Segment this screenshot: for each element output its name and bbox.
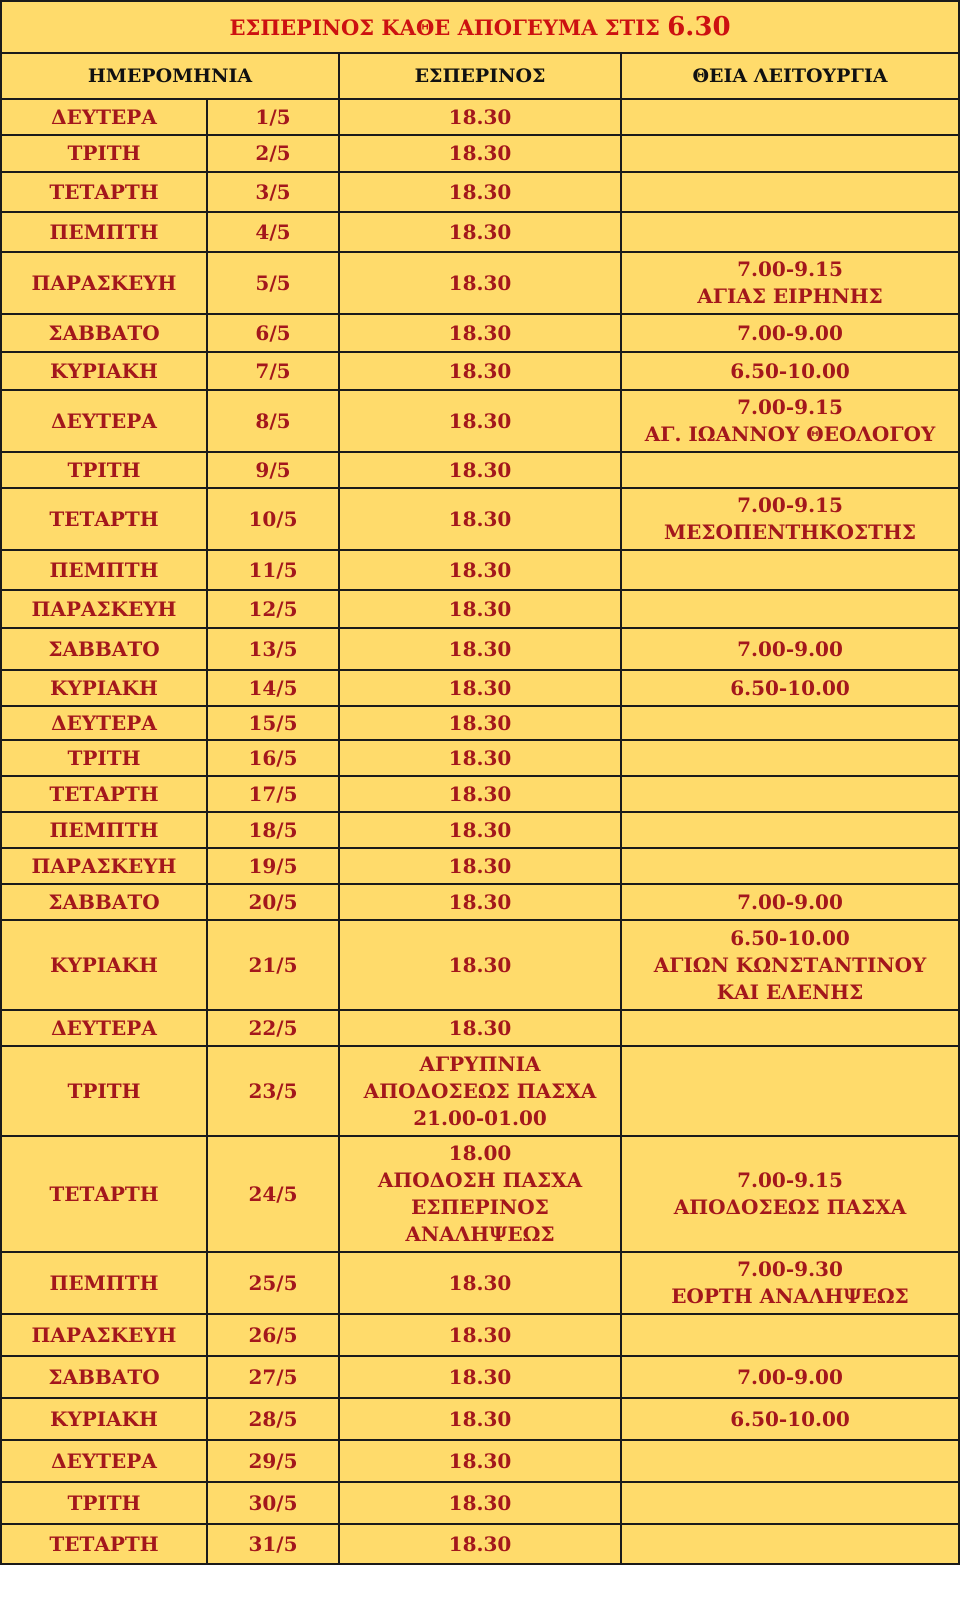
vespers-cell <box>339 1398 621 1440</box>
vespers-line: 18.30 <box>448 557 512 582</box>
vespers-cell <box>339 628 621 670</box>
header-row <box>1 53 959 99</box>
liturgy-line: ΑΠΟΔΟΣΕΩΣ ΠΑΣΧΑ <box>673 1195 907 1219</box>
liturgy-cell <box>621 812 959 848</box>
date-cell: 31/5 <box>207 1524 339 1564</box>
table-row <box>1 670 959 706</box>
date-cell: 24/5 <box>207 1136 339 1252</box>
vespers-cell <box>339 884 621 920</box>
vespers-line: 18.30 <box>448 1364 512 1389</box>
table-row <box>1 252 959 314</box>
day-cell: ΣΑΒΒΑΤΟ <box>1 884 207 920</box>
table-row <box>1 848 959 884</box>
table-row <box>1 920 959 1010</box>
vespers-line: 18.30 <box>448 710 512 735</box>
day-cell: ΔΕΥΤΕΡΑ <box>1 390 207 452</box>
liturgy-line: 6.50-10.00 <box>730 1406 850 1431</box>
liturgy-cell <box>621 670 959 706</box>
liturgy-line: ΑΓ. ΙΩΑΝΝΟΥ ΘΕΟΛΟΓΟΥ <box>644 422 936 446</box>
day-cell: ΠΑΡΑΣΚΕΥΗ <box>1 252 207 314</box>
table-title <box>1 1 959 53</box>
vespers-line: 18.30 <box>448 745 512 770</box>
day-cell: ΚΥΡΙΑΚΗ <box>1 352 207 390</box>
vespers-line: 18.30 <box>448 320 512 345</box>
day-cell: ΠΑΡΑΣΚΕΥΗ <box>1 590 207 628</box>
vespers-cell <box>339 740 621 776</box>
date-cell: 29/5 <box>207 1440 339 1482</box>
date-cell: 25/5 <box>207 1252 339 1314</box>
liturgy-line: ΑΓΙΑΣ ΕΙΡΗΝΗΣ <box>697 284 883 308</box>
date-cell: 10/5 <box>207 488 339 550</box>
vespers-line: 18.30 <box>448 1015 512 1040</box>
liturgy-cell <box>621 740 959 776</box>
table-row <box>1 99 959 135</box>
vespers-line: 18.30 <box>448 179 512 204</box>
day-cell: ΤΕΤΑΡΤΗ <box>1 776 207 812</box>
day-cell: ΔΕΥΤΕΡΑ <box>1 1440 207 1482</box>
vespers-cell <box>339 1252 621 1314</box>
liturgy-cell <box>621 550 959 590</box>
vespers-line: ΑΠΟΔΟΣΗ ΠΑΣΧΑ <box>377 1168 583 1192</box>
date-cell: 23/5 <box>207 1046 339 1136</box>
table-row <box>1 1046 959 1136</box>
liturgy-line: 7.00-9.15 <box>737 257 843 281</box>
vespers-line: 18.30 <box>448 1406 512 1431</box>
vespers-cell <box>339 776 621 812</box>
liturgy-cell <box>621 920 959 1010</box>
liturgy-cell <box>621 1356 959 1398</box>
liturgy-cell <box>621 252 959 314</box>
vespers-line: 18.30 <box>448 853 512 878</box>
liturgy-line: 7.00-9.00 <box>737 889 843 914</box>
liturgy-cell <box>621 884 959 920</box>
date-cell: 6/5 <box>207 314 339 352</box>
liturgy-cell <box>621 590 959 628</box>
liturgy-cell <box>621 172 959 212</box>
table-row <box>1 212 959 252</box>
liturgy-cell <box>621 314 959 352</box>
day-cell: ΤΕΤΑΡΤΗ <box>1 488 207 550</box>
vespers-line: 18.30 <box>448 457 512 482</box>
vespers-line: 18.30 <box>448 889 512 914</box>
title-time: 6.30 <box>667 11 731 42</box>
day-cell: ΔΕΥΤΕΡΑ <box>1 1010 207 1046</box>
date-cell: 22/5 <box>207 1010 339 1046</box>
liturgy-cell <box>621 848 959 884</box>
day-cell: ΠΑΡΑΣΚΕΥΗ <box>1 848 207 884</box>
table-row <box>1 1010 959 1046</box>
vespers-line: 18.30 <box>448 675 512 700</box>
table-row <box>1 590 959 628</box>
vespers-line: 18.30 <box>448 636 512 661</box>
vespers-cell <box>339 1314 621 1356</box>
day-cell: ΠΑΡΑΣΚΕΥΗ <box>1 1314 207 1356</box>
table-row <box>1 776 959 812</box>
date-cell: 27/5 <box>207 1356 339 1398</box>
table-row <box>1 1440 959 1482</box>
vespers-line: 18.30 <box>448 596 512 621</box>
date-cell: 18/5 <box>207 812 339 848</box>
vespers-cell <box>339 1136 621 1252</box>
liturgy-cell <box>621 352 959 390</box>
schedule-body <box>1 99 959 1564</box>
vespers-cell <box>339 135 621 172</box>
vespers-cell <box>339 812 621 848</box>
liturgy-cell <box>621 1010 959 1046</box>
day-cell: ΔΕΥΤΕΡΑ <box>1 706 207 740</box>
vespers-cell <box>339 706 621 740</box>
liturgy-cell <box>621 706 959 740</box>
date-cell: 14/5 <box>207 670 339 706</box>
day-cell: ΤΡΙΤΗ <box>1 452 207 488</box>
vespers-line: 18.30 <box>448 1270 512 1295</box>
date-cell: 30/5 <box>207 1482 339 1524</box>
vespers-cell <box>339 252 621 314</box>
header-date: ΗΜΕΡΟΜΗΝΙΑ <box>1 53 339 99</box>
table-row <box>1 1314 959 1356</box>
vespers-cell <box>339 1524 621 1564</box>
date-cell: 28/5 <box>207 1398 339 1440</box>
table-row <box>1 172 959 212</box>
table-row <box>1 740 959 776</box>
vespers-cell <box>339 590 621 628</box>
vespers-cell <box>339 390 621 452</box>
liturgy-line: 7.00-9.00 <box>737 636 843 661</box>
date-cell: 12/5 <box>207 590 339 628</box>
table-row <box>1 135 959 172</box>
liturgy-cell <box>621 1046 959 1136</box>
vespers-cell <box>339 314 621 352</box>
table-row <box>1 314 959 352</box>
liturgy-cell <box>621 1524 959 1564</box>
liturgy-cell <box>621 135 959 172</box>
day-cell: ΚΥΡΙΑΚΗ <box>1 670 207 706</box>
day-cell: ΤΕΤΑΡΤΗ <box>1 172 207 212</box>
table-row <box>1 1398 959 1440</box>
liturgy-line: 7.00-9.15 <box>737 395 843 419</box>
vespers-line: 18.30 <box>448 952 512 977</box>
vespers-line: 18.30 <box>448 781 512 806</box>
vespers-line: 18.30 <box>448 219 512 244</box>
date-cell: 11/5 <box>207 550 339 590</box>
date-cell: 9/5 <box>207 452 339 488</box>
liturgy-cell <box>621 1398 959 1440</box>
date-cell: 2/5 <box>207 135 339 172</box>
date-cell: 5/5 <box>207 252 339 314</box>
vespers-cell <box>339 488 621 550</box>
day-cell: ΠΕΜΠΤΗ <box>1 550 207 590</box>
vespers-cell <box>339 1010 621 1046</box>
liturgy-cell <box>621 628 959 670</box>
liturgy-line: 7.00-9.00 <box>737 1364 843 1389</box>
liturgy-cell <box>621 390 959 452</box>
date-cell: 8/5 <box>207 390 339 452</box>
date-cell: 1/5 <box>207 99 339 135</box>
date-cell: 7/5 <box>207 352 339 390</box>
vespers-line: 18.00 <box>448 1141 512 1165</box>
date-cell: 17/5 <box>207 776 339 812</box>
liturgy-line: 6.50-10.00 <box>730 675 850 700</box>
vespers-line: ΕΣΠΕΡΙΝΟΣ <box>411 1195 549 1219</box>
day-cell: ΤΡΙΤΗ <box>1 1046 207 1136</box>
liturgy-line: ΕΟΡΤΗ ΑΝΑΛΗΨΕΩΣ <box>671 1284 909 1308</box>
date-cell: 20/5 <box>207 884 339 920</box>
liturgy-cell <box>621 1440 959 1482</box>
liturgy-cell <box>621 488 959 550</box>
vespers-cell <box>339 352 621 390</box>
vespers-line: ΑΝΑΛΗΨΕΩΣ <box>405 1222 555 1246</box>
title-row <box>1 1 959 53</box>
day-cell: ΣΑΒΒΑΤΟ <box>1 1356 207 1398</box>
date-cell: 19/5 <box>207 848 339 884</box>
day-cell: ΤΡΙΤΗ <box>1 740 207 776</box>
liturgy-line: 6.50-10.00 <box>730 358 850 383</box>
vespers-cell <box>339 172 621 212</box>
vespers-cell <box>339 670 621 706</box>
vespers-cell <box>339 1440 621 1482</box>
day-cell: ΤΕΤΑΡΤΗ <box>1 1524 207 1564</box>
liturgy-line: 6.50-10.00 <box>730 925 850 950</box>
vespers-line: 18.30 <box>448 1531 512 1556</box>
vespers-cell <box>339 1046 621 1136</box>
header-vespers: ΕΣΠΕΡΙΝΟΣ <box>339 53 621 99</box>
vespers-line: ΑΠΟΔΟΣΕΩΣ ΠΑΣΧΑ <box>363 1078 597 1103</box>
table-row <box>1 628 959 670</box>
liturgy-line: 7.00-9.15 <box>737 1168 843 1192</box>
day-cell: ΣΑΒΒΑΤΟ <box>1 314 207 352</box>
vespers-cell <box>339 99 621 135</box>
liturgy-cell <box>621 1252 959 1314</box>
liturgy-line: ΜΕΣΟΠΕΝΤΗΚΟΣΤΗΣ <box>664 520 917 544</box>
liturgy-cell <box>621 452 959 488</box>
liturgy-cell <box>621 1482 959 1524</box>
vespers-line: ΑΓΡΥΠΝΙΑ <box>419 1051 541 1076</box>
liturgy-line: ΚΑΙ ΕΛΕΝΗΣ <box>716 979 864 1004</box>
title-text: ΕΣΠΕΡΙΝΟΣ ΚΑΘΕ ΑΠΟΓΕΥΜΑ ΣΤΙΣ <box>229 14 660 40</box>
vespers-line: 18.30 <box>448 506 512 531</box>
table-row <box>1 706 959 740</box>
vespers-line: 18.30 <box>448 1490 512 1515</box>
liturgy-cell <box>621 212 959 252</box>
table-row <box>1 1136 959 1252</box>
date-cell: 4/5 <box>207 212 339 252</box>
vespers-line: 18.30 <box>448 270 512 295</box>
table-row <box>1 884 959 920</box>
header-liturgy: ΘΕΙΑ ΛΕΙΤΟΥΡΓΙΑ <box>621 53 959 99</box>
vespers-cell <box>339 212 621 252</box>
table-row <box>1 1356 959 1398</box>
table-row <box>1 812 959 848</box>
day-cell: ΠΕΜΠΤΗ <box>1 1252 207 1314</box>
day-cell: ΣΑΒΒΑΤΟ <box>1 628 207 670</box>
day-cell: ΠΕΜΠΤΗ <box>1 812 207 848</box>
vespers-cell <box>339 1356 621 1398</box>
liturgy-cell <box>621 776 959 812</box>
date-cell: 13/5 <box>207 628 339 670</box>
vespers-cell <box>339 1482 621 1524</box>
liturgy-line: 7.00-9.30 <box>737 1257 843 1281</box>
table-row <box>1 352 959 390</box>
table-row <box>1 550 959 590</box>
day-cell: ΤΡΙΤΗ <box>1 1482 207 1524</box>
vespers-cell <box>339 452 621 488</box>
table-row <box>1 452 959 488</box>
table-row <box>1 390 959 452</box>
vespers-line: 18.30 <box>448 141 512 165</box>
table-row <box>1 1524 959 1564</box>
day-cell: ΤΡΙΤΗ <box>1 135 207 172</box>
date-cell: 21/5 <box>207 920 339 1010</box>
day-cell: ΤΕΤΑΡΤΗ <box>1 1136 207 1252</box>
liturgy-line: 7.00-9.15 <box>737 493 843 517</box>
vespers-cell <box>339 550 621 590</box>
day-cell: ΚΥΡΙΑΚΗ <box>1 920 207 1010</box>
day-cell: ΚΥΡΙΑΚΗ <box>1 1398 207 1440</box>
vespers-line: 18.30 <box>448 1448 512 1473</box>
vespers-line: 21.00-01.00 <box>413 1105 547 1130</box>
vespers-cell <box>339 920 621 1010</box>
liturgy-line: ΑΓΙΩΝ ΚΩΝΣΤΑΝΤΙΝΟΥ <box>653 952 927 977</box>
date-cell: 16/5 <box>207 740 339 776</box>
vespers-line: 18.30 <box>448 1322 512 1347</box>
liturgy-cell <box>621 99 959 135</box>
day-cell: ΠΕΜΠΤΗ <box>1 212 207 252</box>
vespers-line: 18.30 <box>448 358 512 383</box>
vespers-line: 18.30 <box>448 104 512 129</box>
table-row <box>1 1252 959 1314</box>
table-row <box>1 1482 959 1524</box>
date-cell: 3/5 <box>207 172 339 212</box>
liturgy-cell <box>621 1314 959 1356</box>
liturgy-cell <box>621 1136 959 1252</box>
table-row <box>1 488 959 550</box>
date-cell: 15/5 <box>207 706 339 740</box>
vespers-cell <box>339 848 621 884</box>
day-cell: ΔΕΥΤΕΡΑ <box>1 99 207 135</box>
vespers-line: 18.30 <box>448 817 512 842</box>
liturgy-line: 7.00-9.00 <box>737 320 843 345</box>
date-cell: 26/5 <box>207 1314 339 1356</box>
vespers-line: 18.30 <box>448 408 512 433</box>
